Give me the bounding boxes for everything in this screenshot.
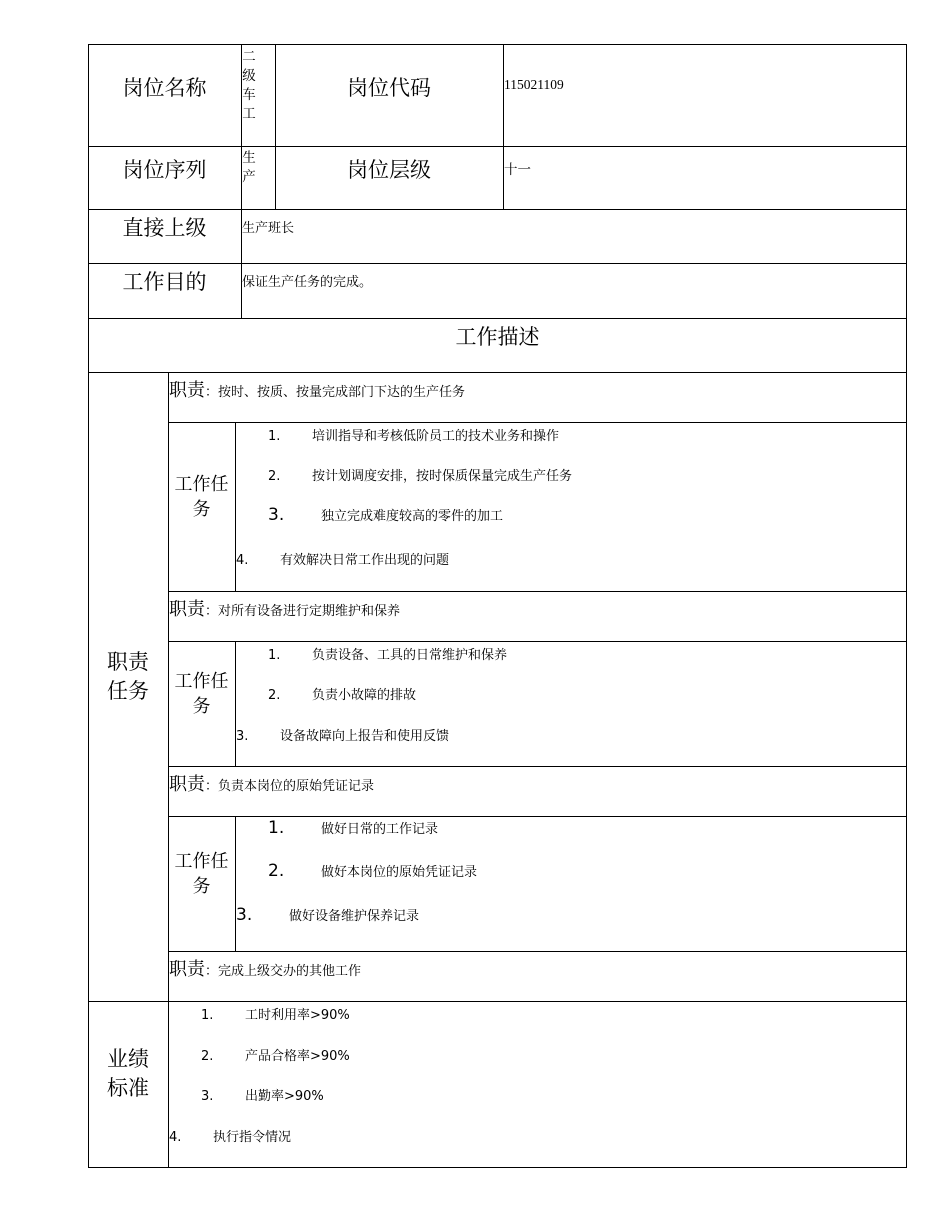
row-divider xyxy=(168,591,907,592)
superior-value: 生产班长 xyxy=(242,221,295,236)
duties-label: 职责任务 xyxy=(107,650,149,703)
level-value: 十一 xyxy=(504,162,531,178)
row-divider xyxy=(88,372,907,373)
row-divider xyxy=(88,1001,907,1002)
duty-title: 职责：按时、按质、按量完成部门下达的生产任务 xyxy=(169,380,466,401)
description-title: 工作描述 xyxy=(455,325,540,349)
purpose-label: 工作目的 xyxy=(122,270,207,294)
position-name-label: 岗位名称 xyxy=(122,76,207,100)
column-divider xyxy=(235,641,236,766)
task-label: 工作任务 xyxy=(174,671,229,717)
level-label: 岗位层级 xyxy=(347,158,431,182)
column-divider xyxy=(503,44,504,209)
position-code-value: 115021109 xyxy=(504,77,564,92)
task-label: 工作任务 xyxy=(174,851,229,897)
task-item: 1. 负责设备、工具的日常维护和保养 xyxy=(268,648,508,663)
task-item: 3. 独立完成难度较高的零件的加工 xyxy=(268,505,504,525)
superior-label: 直接上级 xyxy=(122,216,207,240)
performance-label: 业绩标准 xyxy=(107,1047,149,1100)
task-item: 3. 设备故障向上报告和使用反馈 xyxy=(236,729,450,744)
row-divider xyxy=(88,146,907,147)
sequence-value: 生产 xyxy=(242,150,256,185)
position-code-label: 岗位代码 xyxy=(347,76,431,100)
row-divider xyxy=(168,951,907,952)
task-item: 2. 按计划调度安排，按时保质保量完成生产任务 xyxy=(268,469,573,484)
performance-item: 2. 产品合格率>90% xyxy=(201,1049,350,1064)
row-divider xyxy=(168,422,907,423)
position-name-value: 二级车工 xyxy=(242,49,256,122)
performance-item: 1. 工时利用率>90% xyxy=(201,1008,350,1023)
performance-item: 4. 执行指令情况 xyxy=(169,1130,292,1145)
row-divider xyxy=(168,816,907,817)
row-divider xyxy=(168,766,907,767)
sequence-label: 岗位序列 xyxy=(122,158,207,182)
task-item: 1. 培训指导和考核低阶员工的技术业务和操作 xyxy=(268,429,560,444)
task-item: 4. 有效解决日常工作出现的问题 xyxy=(236,553,450,568)
duty-title: 职责：对所有设备进行定期维护和保养 xyxy=(169,599,401,620)
row-divider xyxy=(168,641,907,642)
task-item: 2. 负责小故障的排故 xyxy=(268,688,417,703)
row-divider xyxy=(88,318,907,319)
row-divider xyxy=(88,263,907,264)
performance-item: 3. 出勤率>90% xyxy=(201,1089,324,1104)
purpose-value: 保证生产任务的完成。 xyxy=(242,275,373,290)
column-divider xyxy=(275,44,276,209)
column-divider xyxy=(235,816,236,951)
task-label: 工作任务 xyxy=(174,474,229,520)
duty-title: 职责：负责本岗位的原始凭证记录 xyxy=(169,774,375,795)
task-item: 1. 做好日常的工作记录 xyxy=(268,818,439,838)
task-item: 2. 做好本岗位的原始凭证记录 xyxy=(268,861,478,881)
duty-title: 职责：完成上级交办的其他工作 xyxy=(169,959,362,980)
task-item: 3. 做好设备维护保养记录 xyxy=(236,905,420,925)
row-divider xyxy=(88,209,907,210)
